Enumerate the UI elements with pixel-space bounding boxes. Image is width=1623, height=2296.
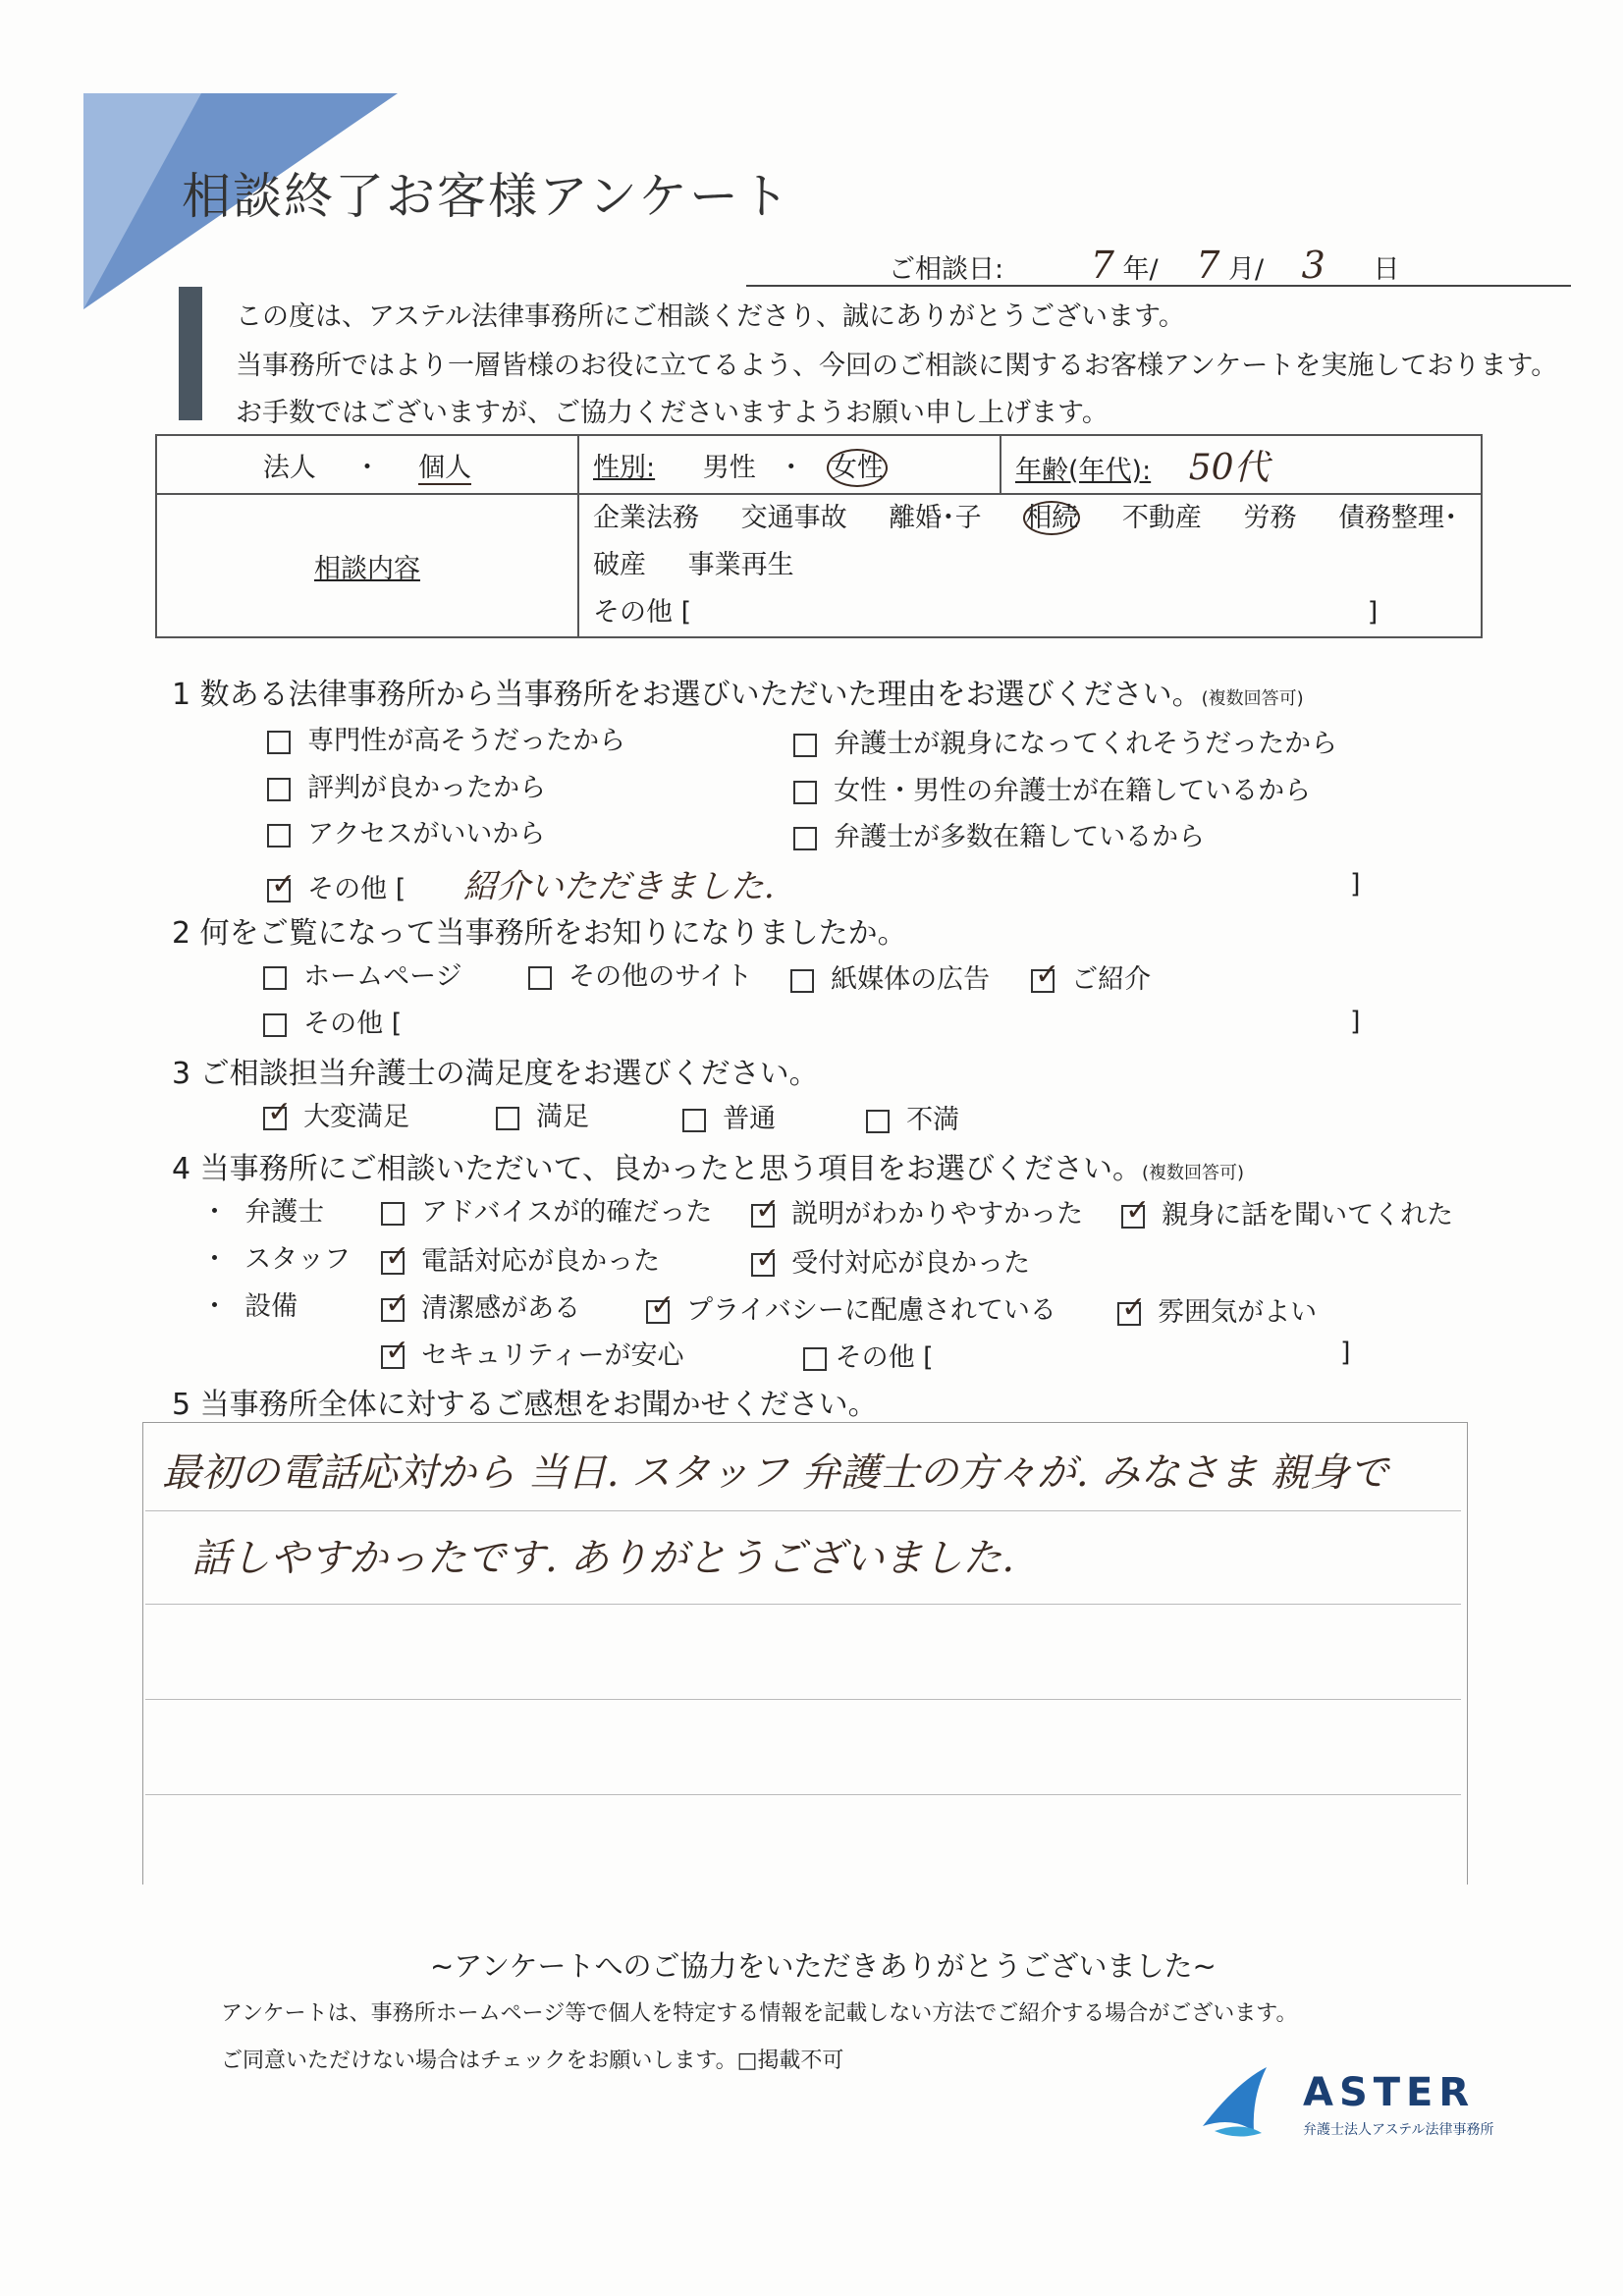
category-divorce[interactable]: 離婚･子 [889, 503, 982, 533]
checkbox-checked[interactable] [381, 1298, 405, 1322]
client-type-cell [156, 435, 578, 494]
ruled-line [145, 1794, 1461, 1795]
category-labor[interactable]: 労務 [1243, 503, 1297, 533]
option-label: セキュリティーが安心 [421, 1340, 684, 1371]
consent-note: ご同意いただけない場合はチェックをお願いします。 [221, 2049, 737, 2073]
intro-bar [179, 287, 202, 420]
q4-facility-1[interactable] [381, 1286, 580, 1325]
female-option[interactable]: 女性 [827, 449, 888, 487]
option-label: 親身に話を聞いてくれた [1162, 1200, 1454, 1230]
consult-date [889, 244, 1399, 287]
footer-note-1: アンケートは、事務所ホームページ等で個人を特定する情報を記載しない方法でご紹介する場合がございます。 [221, 2001, 1298, 2026]
gender-cell [578, 435, 1001, 494]
checkbox-checked[interactable] [263, 1107, 287, 1130]
q1-note: (複数回答可) [1201, 688, 1304, 709]
gender-label: 性別: [593, 452, 656, 483]
checkbox-checked[interactable] [381, 1345, 405, 1369]
q4-text: 4 当事務所にご相談いただいて、良かったと思う項目をお選びください。 [172, 1152, 1143, 1186]
date-underline [746, 285, 1571, 287]
checkbox[interactable] [496, 1107, 519, 1130]
category-traffic[interactable]: 交通事故 [740, 503, 847, 533]
q1-text: 1 数ある法律事務所から当事務所をお選びいただいた理由をお選びください。 [172, 678, 1202, 712]
footer-note-2 [221, 2044, 843, 2074]
checkbox[interactable] [793, 734, 817, 757]
info-table [155, 434, 1483, 638]
checkbox[interactable] [866, 1110, 890, 1133]
category-real-estate[interactable]: 不動産 [1121, 503, 1202, 533]
option-label: 説明がわかりやすかった [791, 1199, 1084, 1230]
date-day-unit: 日 [1373, 254, 1400, 285]
category-debt[interactable]: 債務整理･破産 [593, 503, 1458, 580]
q4-facility-4[interactable] [381, 1334, 683, 1372]
q4-staff-1[interactable] [381, 1239, 660, 1278]
q2-question: 2 何をご覧になって当事務所をお知りになりましたか。 [172, 916, 907, 951]
checkbox[interactable] [793, 827, 817, 850]
option-label: ご紹介 [1071, 964, 1152, 995]
date-year-unit: 年/ [1122, 254, 1159, 285]
q4-lawyer-label: ・ 弁護士 [201, 1197, 325, 1228]
checkbox-checked[interactable] [1121, 1205, 1145, 1229]
age-label: 年齢(年代): [1015, 455, 1152, 486]
q4-other[interactable] [803, 1336, 934, 1374]
ruled-line [145, 1699, 1461, 1700]
category-inheritance[interactable]: 相続 [1025, 503, 1079, 533]
q4-lawyer-3[interactable] [1121, 1193, 1453, 1231]
option-label: 専門性が高そうだったから [307, 726, 626, 756]
q1-other-text[interactable]: 紹介いただきました. [462, 867, 775, 906]
checkbox[interactable] [528, 966, 552, 990]
checkbox[interactable] [381, 1202, 405, 1226]
q4-lawyer-2[interactable] [751, 1192, 1083, 1230]
q4-question [172, 1144, 1244, 1187]
bracket-close: ] [1340, 1338, 1351, 1368]
category-revival[interactable]: 事業再生 [687, 550, 794, 580]
separator: ・ [778, 452, 805, 483]
other-label: その他 [ [303, 1009, 403, 1039]
q1-option-3[interactable] [267, 766, 546, 804]
bracket-close: ] [1367, 597, 1379, 628]
date-year: 7 [1090, 244, 1114, 287]
checkbox-checked[interactable] [381, 1251, 405, 1275]
option-label: 満足 [536, 1102, 590, 1132]
intro-line-1: この度は、アステル法律事務所にご相談くださり、誠にありがとうございます。 [236, 301, 1185, 332]
option-label: 弁護士が多数在籍しているから [834, 822, 1206, 852]
option-label: 受付対応が良かった [791, 1248, 1031, 1279]
intro-line-2: 当事務所ではより一層皆様のお役に立てるよう、今回のご相談に関するお客様アンケートを実施しております。 [236, 351, 1558, 381]
q4-staff-2[interactable] [751, 1241, 1030, 1280]
age-cell [1001, 435, 1482, 494]
checkbox-checked[interactable] [646, 1300, 670, 1324]
date-day: 3 [1301, 244, 1325, 287]
q3-option-very[interactable] [263, 1095, 409, 1133]
corp-option[interactable]: 法人 [262, 452, 316, 483]
q4-staff-label: ・ スタッフ [201, 1244, 352, 1275]
consult-label-cell [156, 494, 578, 637]
age-value[interactable]: 50代 [1188, 447, 1270, 488]
q2-option-paper[interactable] [790, 957, 990, 996]
bracket-close: ] [1350, 1007, 1361, 1037]
option-label: その他のサイト [568, 961, 753, 992]
checkbox[interactable] [793, 781, 817, 804]
other-label: その他 [ [835, 1342, 934, 1373]
checkbox[interactable] [682, 1109, 706, 1132]
option-label: アドバイスが的確だった [421, 1197, 713, 1228]
date-month-unit: 月/ [1227, 254, 1265, 285]
intro-line-3: お手数ではございますが、ご協力くださいますようお願い申し上げます。 [236, 398, 1109, 428]
checkbox[interactable] [267, 824, 291, 847]
checkbox[interactable] [267, 731, 291, 754]
q5-question: 5 当事務所全体に対するご感想をお聞かせください。 [172, 1388, 878, 1422]
aster-logo-mark-icon [1193, 2062, 1286, 2141]
option-label: 清潔感がある [421, 1293, 581, 1324]
logo-text: ASTER [1303, 2070, 1476, 2115]
q1-other[interactable] [267, 859, 775, 907]
q2-option-site[interactable] [528, 955, 752, 993]
separator: ・ [353, 452, 381, 483]
option-label: アクセスがいいから [307, 819, 546, 849]
category-other-label: その他 [ [593, 597, 692, 628]
q4-note: (複数回答可) [1142, 1163, 1245, 1183]
date-month: 7 [1196, 244, 1220, 287]
footer-thanks: ~アンケートへのご協力をいただきありがとうございました~ [430, 1949, 1217, 1983]
option-label: プライバシーに配慮されている [686, 1295, 1056, 1326]
q2-option-referral[interactable] [1031, 957, 1151, 996]
ruled-line [145, 1604, 1461, 1605]
q2-other[interactable] [263, 1002, 402, 1040]
individual-option[interactable]: 個人 [418, 452, 472, 483]
q2-option-home[interactable] [263, 955, 462, 993]
checkbox[interactable] [263, 1013, 287, 1037]
q4-facility-label: ・ 設備 [201, 1291, 298, 1322]
checkbox[interactable] [803, 1347, 827, 1371]
q1-option-1[interactable] [267, 719, 625, 757]
q1-question [172, 670, 1304, 713]
checkbox[interactable] [267, 778, 291, 801]
option-label: 大変満足 [303, 1102, 410, 1132]
option-label: 普通 [723, 1104, 777, 1134]
q5-answer-line-1[interactable]: 最初の電話応対から 当日. スタッフ 弁護士の方々が. みなさま 親身で [162, 1450, 1389, 1496]
option-label: 不満 [906, 1105, 960, 1135]
logo-subtext: 弁護士法人アステル法律事務所 [1303, 2122, 1494, 2138]
option-label: ホームページ [303, 961, 462, 992]
q4-facility-2[interactable] [646, 1288, 1056, 1327]
q3-option-satisfied[interactable] [496, 1095, 589, 1133]
option-label: 雰囲気がよい [1158, 1297, 1318, 1328]
option-label: 電話対応が良かった [421, 1246, 661, 1277]
checkbox-checked[interactable] [267, 879, 291, 902]
consult-categories-cell [578, 494, 1482, 637]
option-label: 紙媒体の広告 [831, 964, 991, 995]
q3-option-dissatisfied[interactable] [866, 1098, 959, 1136]
page-title: 相談終了お客様アンケート [182, 168, 791, 225]
date-label: ご相談日: [889, 254, 1004, 285]
consult-label: 相談内容 [314, 553, 420, 584]
aster-logo [1193, 2062, 1517, 2141]
checkbox[interactable] [263, 966, 287, 990]
q1-option-4[interactable] [793, 769, 1311, 807]
q5-answer-line-2[interactable]: 話しやすかったです. ありがとうございました. [191, 1536, 1015, 1581]
checkbox-checked[interactable] [1031, 969, 1055, 993]
q1-option-6[interactable] [793, 815, 1205, 853]
bracket-close: ] [1350, 869, 1361, 900]
other-label: その他 [ [307, 874, 406, 904]
checkbox-checked[interactable] [1117, 1302, 1141, 1326]
q1-option-5[interactable] [267, 812, 545, 850]
checkbox[interactable] [790, 969, 814, 993]
option-label: 女性・男性の弁護士が在籍しているから [834, 776, 1312, 806]
q3-option-normal[interactable] [682, 1097, 776, 1135]
checkbox-checked[interactable] [751, 1204, 775, 1228]
male-option[interactable]: 男性 [702, 452, 756, 483]
q3-question: 3 ご相談担当弁護士の満足度をお選びください。 [172, 1057, 819, 1091]
q4-lawyer-1[interactable] [381, 1190, 712, 1229]
checkbox-checked[interactable] [751, 1253, 775, 1277]
category-corporate[interactable]: 企業法務 [593, 503, 699, 533]
q1-option-2[interactable] [793, 722, 1337, 760]
option-label: 評判が良かったから [307, 773, 547, 803]
option-label: 弁護士が親身になってくれそうだったから [834, 729, 1338, 759]
no-publish-checkbox[interactable]: □掲載不可 [736, 2049, 844, 2073]
q4-facility-3[interactable] [1117, 1290, 1317, 1329]
ruled-line [145, 1510, 1461, 1511]
